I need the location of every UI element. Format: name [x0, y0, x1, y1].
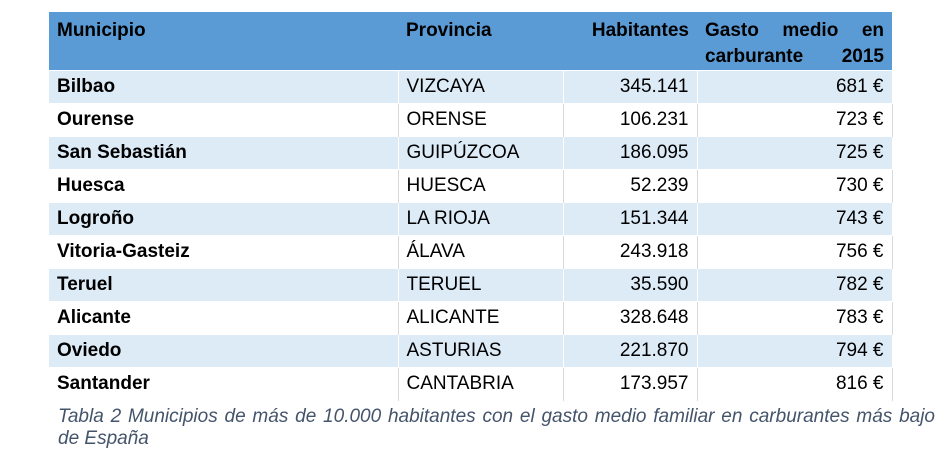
cell-gasto: 681 € [697, 71, 892, 104]
cell-provincia: HUESCA [398, 170, 563, 203]
cell-habitantes: 151.344 [563, 203, 697, 236]
cell-provincia: ASTURIAS [398, 335, 563, 368]
cell-gasto: 730 € [697, 170, 892, 203]
table-body [49, 71, 892, 401]
cell-provincia: ÁLAVA [398, 236, 563, 269]
cell-provincia: ALICANTE [398, 302, 563, 335]
cell-gasto: 816 € [697, 368, 892, 401]
cell-municipio: Ourense [49, 104, 398, 137]
cell-habitantes: 52.239 [563, 170, 697, 203]
cell-provincia: TERUEL [398, 269, 563, 302]
cell-gasto: 794 € [697, 335, 892, 368]
cell-habitantes: 173.957 [563, 368, 697, 401]
data-table [49, 12, 893, 401]
table-row [49, 71, 892, 104]
cell-gasto: 756 € [697, 236, 892, 269]
cell-municipio: Oviedo [49, 335, 398, 368]
cell-habitantes: 221.870 [563, 335, 697, 368]
header-habitantes: Habitantes [563, 12, 697, 71]
cell-municipio: Teruel [49, 269, 398, 302]
cell-provincia: ORENSE [398, 104, 563, 137]
header-municipio: Municipio [49, 12, 398, 71]
header-gasto [697, 12, 892, 71]
cell-provincia: VIZCAYA [398, 71, 563, 104]
cell-municipio: Alicante [49, 302, 398, 335]
cell-gasto: 723 € [697, 104, 892, 137]
cell-provincia: CANTABRIA [398, 368, 563, 401]
cell-municipio: Huesca [49, 170, 398, 203]
cell-habitantes: 328.648 [563, 302, 697, 335]
header-provincia: Provincia [398, 12, 563, 71]
table-row [49, 368, 892, 401]
table-caption: Tabla 2 Municipios de más de 10.000 habitantes con el gasto medio familiar en carburantes más bajo de España [58, 406, 935, 449]
cell-municipio: Logroño [49, 203, 398, 236]
cell-habitantes: 186.095 [563, 137, 697, 170]
table-row [49, 137, 892, 170]
cell-gasto: 725 € [697, 137, 892, 170]
cell-municipio: Bilbao [49, 71, 398, 104]
cell-habitantes: 243.918 [563, 236, 697, 269]
cell-municipio: Santander [49, 368, 398, 401]
table-row [49, 302, 892, 335]
header-gasto-line2: carburante 2015 [705, 46, 884, 67]
cell-gasto: 783 € [697, 302, 892, 335]
table-row [49, 203, 892, 236]
cell-provincia: LA RIOJA [398, 203, 563, 236]
table-container [49, 12, 892, 401]
cell-gasto: 782 € [697, 269, 892, 302]
header-gasto-line1: Gasto medio en [705, 20, 884, 41]
cell-habitantes: 345.141 [563, 71, 697, 104]
cell-habitantes: 35.590 [563, 269, 697, 302]
table-row [49, 104, 892, 137]
cell-habitantes: 106.231 [563, 104, 697, 137]
cell-municipio: San Sebastián [49, 137, 398, 170]
header-row [49, 12, 892, 71]
table-row [49, 335, 892, 368]
cell-gasto: 743 € [697, 203, 892, 236]
table-header [49, 12, 892, 71]
cell-provincia: GUIPÚZCOA [398, 137, 563, 170]
cell-municipio: Vitoria-Gasteiz [49, 236, 398, 269]
table-row [49, 236, 892, 269]
table-row [49, 269, 892, 302]
table-row [49, 170, 892, 203]
